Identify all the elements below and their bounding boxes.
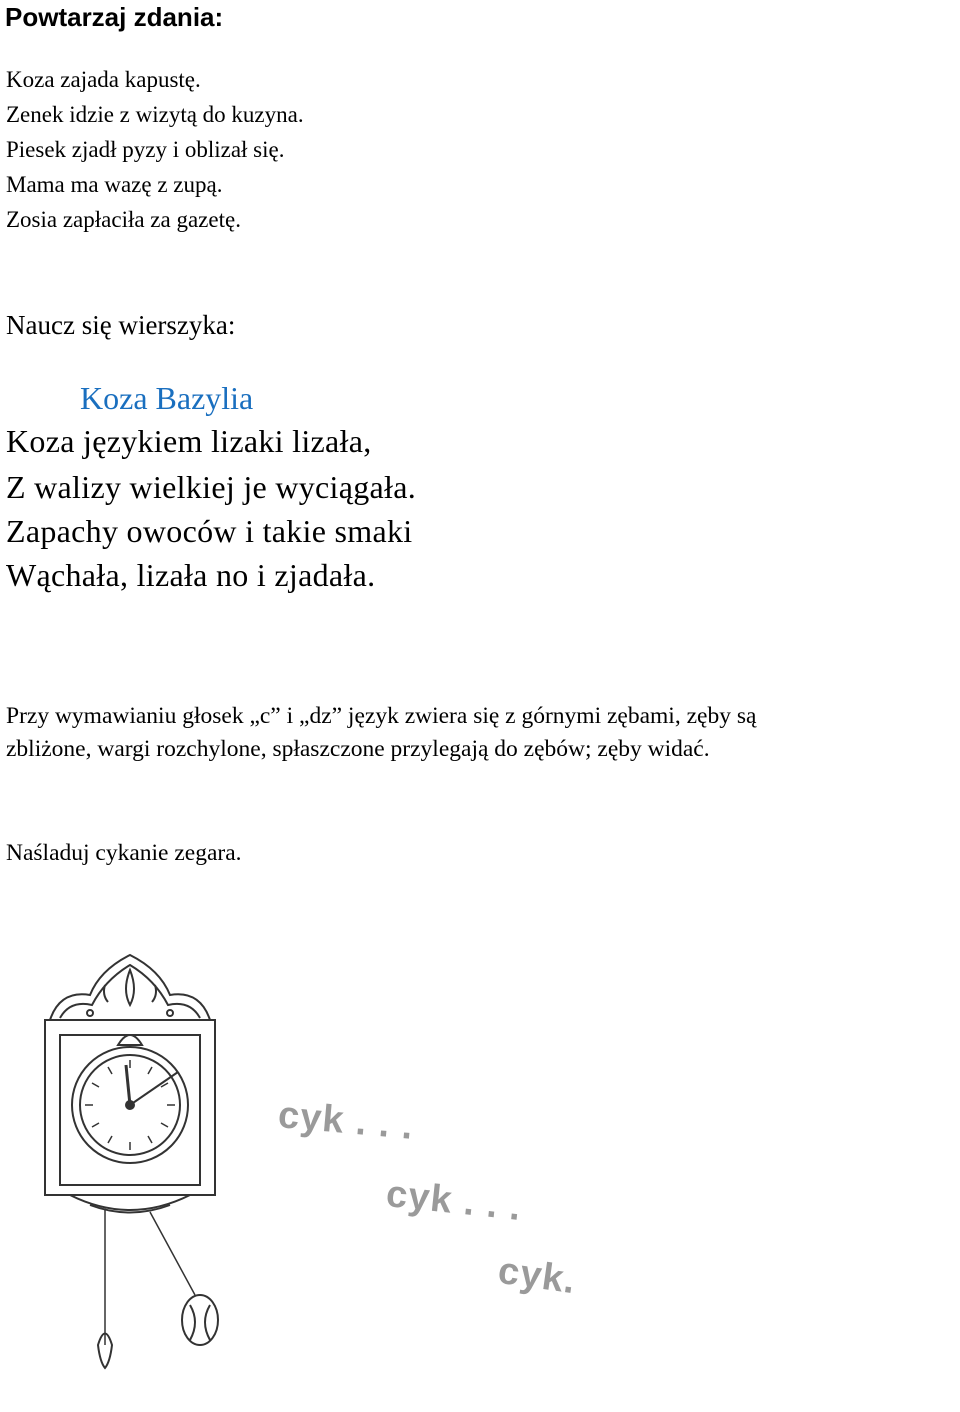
- sentence-2: Zenek idzie z wizytą do kuzyna.: [6, 102, 304, 127]
- poem-line-3: Zapachy owoców i takie smaki: [6, 513, 413, 549]
- cuckoo-clock-icon: [30, 950, 230, 1390]
- sentence-1: Koza zajada kapustę.: [6, 67, 201, 92]
- cyk-sound-2: cyk . . .: [384, 1173, 524, 1229]
- poem-line-1: Koza językiem lizaki lizała,: [6, 423, 372, 459]
- sentence-3: Piesek zjadł pyzy i oblizał się.: [6, 137, 285, 162]
- imitation-instruction: Naśladuj cykanie zegara.: [6, 840, 242, 866]
- sentence-4: Mama ma wazę z zupą.: [6, 172, 223, 197]
- explanation-line-2: zbliżone, wargi rozchylone, spłaszczone przylegają do zębów; zęby widać.: [6, 736, 710, 762]
- poem-line-4: Wąchała, lizała no i zjadała.: [6, 557, 376, 593]
- cyk-sound-3: cyk.: [495, 1249, 579, 1303]
- sentence-5: Zosia zapłaciła za gazetę.: [6, 207, 241, 232]
- cyk-sound-1: cyk . . .: [276, 1094, 416, 1148]
- poem-title: Koza Bazylia: [80, 380, 254, 416]
- explanation-line-1: Przy wymawianiu głosek „c” i „dz” język zwiera się z górnymi zębami, zęby są: [6, 703, 757, 729]
- poem-line-2: Z walizy wielkiej je wyciągała.: [6, 469, 417, 505]
- heading-learn-poem: Naucz się wierszyka:: [6, 310, 236, 340]
- heading-repeat-sentences: Powtarzaj zdania:: [5, 2, 224, 32]
